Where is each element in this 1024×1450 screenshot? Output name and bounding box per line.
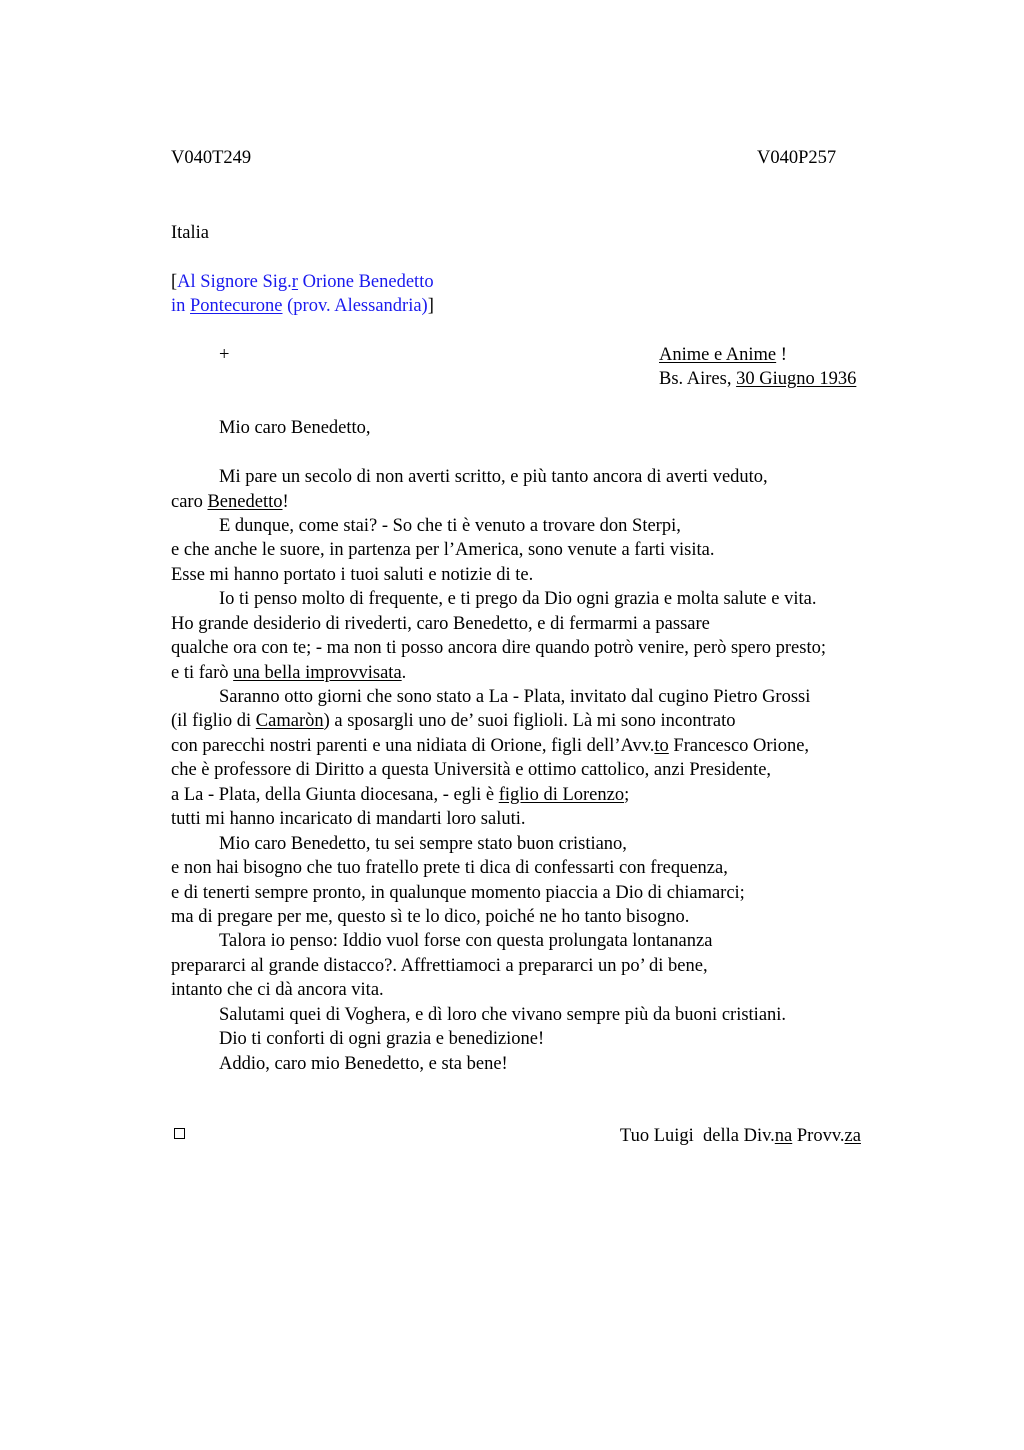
body-line: prepararci al grande distacco?. Affrettiamoci a prepararci un po’ di bene,: [171, 956, 708, 976]
salutation: Mio caro Benedetto,: [219, 418, 371, 438]
motto-suffix: !: [776, 345, 787, 365]
text-span: !: [282, 492, 289, 512]
body-line: E dunque, come stai? - So che ti è venuto a trovare don Sterpi,: [219, 516, 681, 536]
body-line: [171, 490, 289, 514]
body-line: qualche ora con te; - ma non ti posso ancora dire quando potrò venire, però spero presto;: [171, 638, 826, 658]
address-recipient-b: r: [291, 272, 298, 292]
motto-text: Anime e Anime: [659, 345, 777, 365]
underlined-name: Camaròn: [255, 711, 324, 731]
address-line-2: [171, 294, 434, 318]
body-line: e che anche le suore, in partenza per l’America, sono venute a farti visita.: [171, 540, 715, 560]
signature-text: Provv.: [792, 1126, 845, 1146]
body-line: Saranno otto giorni che sono stato a La - Plata, invitato dal cugino Pietro Grossi: [219, 687, 811, 707]
signature: [611, 1100, 861, 1146]
signature-text: Tuo Luigi della Div.: [619, 1126, 775, 1146]
body-line: Talora io penso: Iddio vuol forse con questa prolungata lontananza: [219, 931, 713, 951]
body-line: ma di pregare per me, questo sì te lo dico, poiché ne ho tanto bisogno.: [171, 907, 690, 927]
place-date: [659, 367, 856, 391]
address-town-b: Pontecurone: [190, 296, 283, 316]
body-line: che è professore di Diritto a questa Università e ottimo cattolico, anzi Presidente,: [171, 760, 772, 780]
document-code-left: V040T249: [171, 148, 252, 168]
body-line: Ho grande desiderio di rivederti, caro Benedetto, e di fermarmi a passare: [171, 614, 710, 634]
body-line: Addio, caro mio Benedetto, e sta bene!: [219, 1054, 508, 1074]
underlined-phrase: una bella improvvisata: [233, 663, 402, 683]
body-line: [171, 709, 736, 733]
text-span: a La - Plata, della Giunta diocesana, - egli è: [171, 785, 499, 805]
text-span: Francesco Orione,: [668, 736, 810, 756]
body-line: Mio caro Benedetto, tu sei sempre stato buon cristiano,: [219, 834, 627, 854]
signature-abbrev-2: za: [844, 1126, 861, 1146]
text-span: ) a sposargli uno de’ suoi figlioli. Là mi sono incontrato: [323, 711, 736, 731]
body-line: Dio ti conforti di ogni grazia e benedizione!: [219, 1029, 545, 1049]
text-span: caro: [171, 492, 208, 512]
document-code-right: V040P257: [757, 148, 837, 168]
body-line: e di tenerti sempre pronto, in qualunque momento piaccia a Dio di chiamarci;: [171, 883, 745, 903]
open-bracket: [: [171, 272, 178, 292]
address-town-a: in: [171, 296, 191, 316]
address-line-1: [171, 270, 434, 294]
body-line: [171, 734, 809, 758]
body-line: e non hai bisogno che tuo fratello prete ti dica di confessarti con frequenza,: [171, 858, 728, 878]
body-line: Io ti penso molto di frequente, e ti prego da Dio ogni grazia e molta salute e vita.: [219, 589, 817, 609]
address-recipient-a: Al Signore Sig.: [177, 272, 292, 292]
text-span: con parecchi nostri parenti e una nidiata di Orione, figli dell’Avv.: [171, 736, 655, 756]
body-line: Salutami quei di Voghera, e dì loro che vivano sempre più da buoni cristiani.: [219, 1005, 787, 1025]
body-line: intanto che ci dà ancora vita.: [171, 980, 384, 1000]
text-span: ;: [624, 785, 630, 805]
cross-symbol: +: [219, 345, 230, 365]
text-span: e ti farò: [171, 663, 234, 683]
signature-abbrev-1: na: [774, 1126, 793, 1146]
body-line: tutti mi hanno incaricato di mandarti loro saluti.: [171, 809, 526, 829]
body-line: Mi pare un secolo di non averti scritto, e più tanto ancora di averti veduto,: [219, 467, 768, 487]
underlined-name: Benedetto: [207, 492, 283, 512]
place: Bs. Aires,: [659, 369, 737, 389]
end-square-icon: [174, 1128, 185, 1139]
underlined-abbrev: to: [654, 736, 669, 756]
address-country: Italia: [171, 223, 210, 243]
address-town-c: (prov. Alessandria): [282, 296, 428, 316]
body-line: Esse mi hanno portato i tuoi saluti e notizie di te.: [171, 565, 534, 585]
address-recipient-c: Orione Benedetto: [297, 272, 434, 292]
text-span: (il figlio di: [171, 711, 256, 731]
close-bracket: ]: [427, 296, 434, 316]
body-line: [171, 661, 406, 685]
underlined-phrase: figlio di Lorenzo: [498, 785, 625, 805]
body-line: [171, 783, 629, 807]
text-span: .: [401, 663, 407, 683]
motto: [659, 343, 787, 367]
date: 30 Giugno 1936: [736, 369, 857, 389]
